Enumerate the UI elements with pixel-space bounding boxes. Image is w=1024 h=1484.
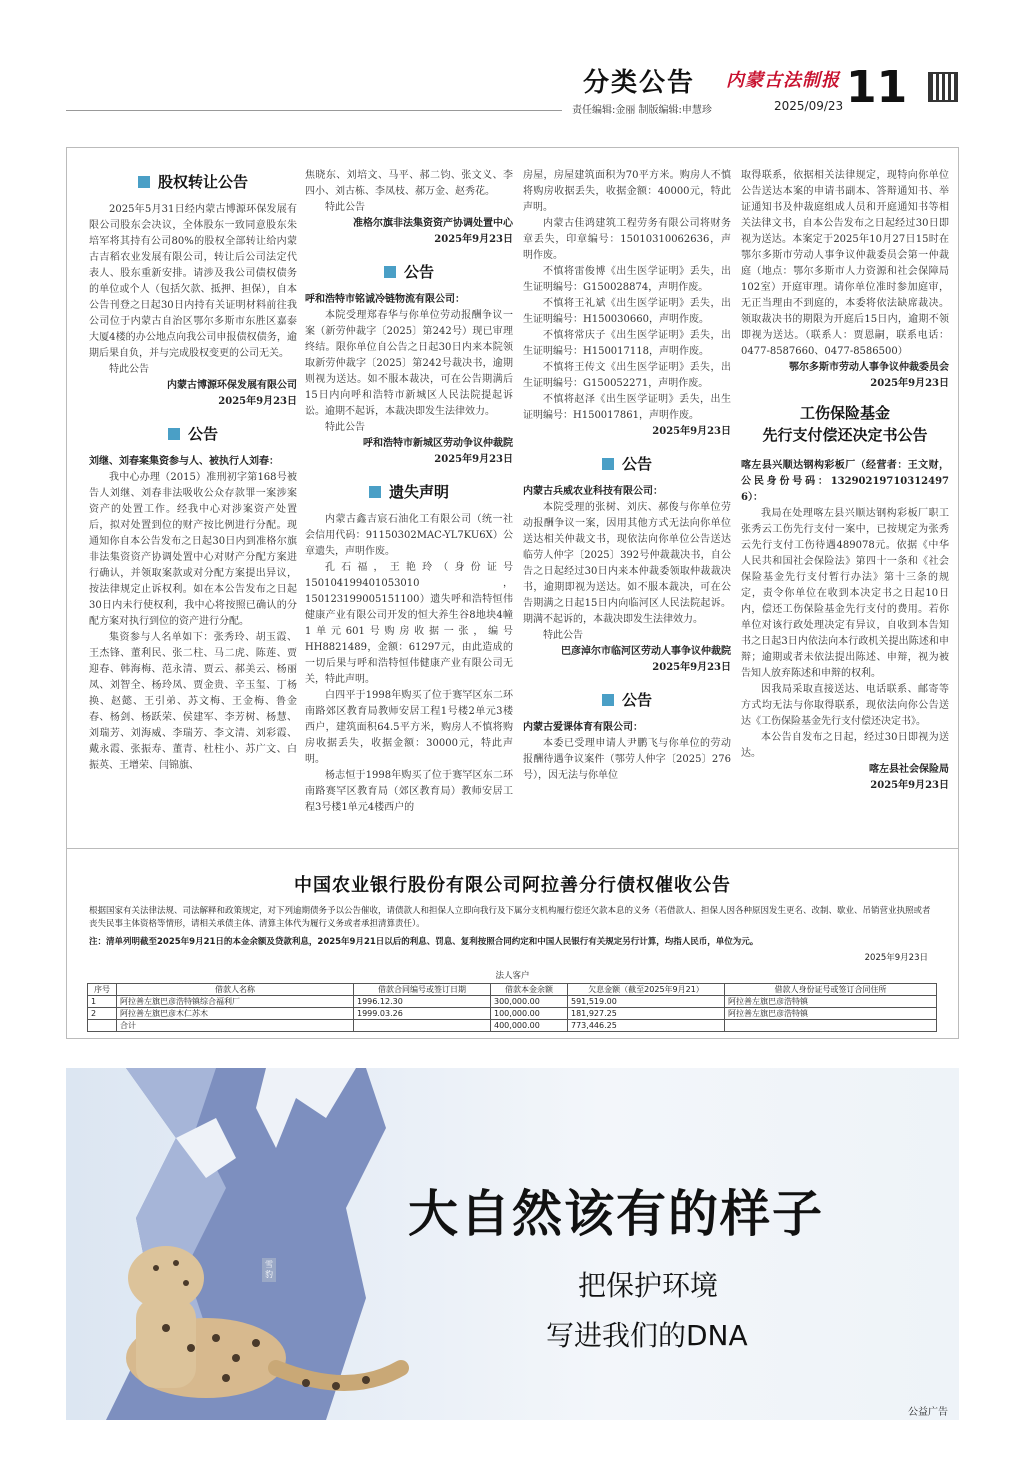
column-header: 欠息金额（截至2025年9月21） [568,984,725,996]
notice-heading: 公告 [305,264,513,280]
qr-code-icon [928,72,958,102]
table-row [88,1008,937,1020]
column-3 [523,168,731,784]
column-header: 借款人身份证号或签订合同住所 [725,984,937,996]
notice-closing: 特此公告 [543,630,583,641]
leopard-chest [136,1298,196,1388]
notice-date: 2025年9月23日 [870,378,949,389]
notice-heading: 公告 [523,692,731,708]
notice-body: 孔石福，王艳玲（身份证号150104199401053010，150123199005151100）遗失呼和浩特恒伟健康产业有限公司开发的恒大养生谷8地块4幢1单元601号购房收据一张，编号HH8821489，金额：61297元，由此造成的一切后果与呼和浩特恒伟健康产业有限公司无关，特此声明。 [305,562,513,685]
notice-signature: 内蒙古博源环保发展有限公司 [167,380,297,391]
table-cell: 2 [88,1008,117,1020]
table-cell: 阿拉善左旗巴彦浩特镇 [725,996,937,1008]
notice-recipient: 喀左县兴顺达钢构彩板厂（经营者：王文财，公民身份号码：13290219710312497​6）： [741,460,949,503]
table-cell: 1996.12.30 [354,996,491,1008]
notice-body: 不慎将赵泽《出生医学证明》丢失，出生证明编号：H150017861，声明作废。 [523,394,731,421]
square-bullet-icon [602,694,614,706]
column-header: 借款本金余额 [491,984,568,996]
table-cell: 181,927.25 [568,1008,725,1020]
square-bullet-icon [602,458,614,470]
notice-body: 本委已受理申请人尹鹏飞与你单位的劳动报酬待遇争议案件（鄂劳人仲字〔2025〕276号），因无法与你单位 [523,738,731,781]
public-service-ad [66,1068,959,1420]
notice-date: 2025年9月23日 [870,780,949,791]
notice-signature: 鄂尔多斯市劳动人事争议仲裁委员会 [789,362,949,373]
notice-heading: 股权转让公告 [89,174,297,190]
column-header: 借款人名称 [117,984,354,996]
notice-heading: 公告 [523,456,731,472]
table-caption: 法人客户 [495,971,530,981]
ad-headline: 大自然该有的样子 [408,1185,824,1243]
notice-date: 2025年9月23日 [652,662,731,673]
notice-body: 焦晓东、刘培文、马平、郝二钧、张文义、李四小、刘古栋、李凤枝、郝万金、赵秀花。 [305,170,513,197]
square-bullet-icon [168,428,180,440]
notice-body: 不慎将王传文《出生医学证明》丢失，出生证明编号：G150052271，声明作废。 [523,362,731,389]
table-cell: 100,000.00 [491,1008,568,1020]
column-2 [305,168,513,816]
column-header: 序号 [88,984,117,996]
notice-body: 取得联系，依据相关法律规定，现特向你单位公告送达本案的申请书副本、答辩通知书、举证通知书及仲裁庭组成人员和开庭通知书等相关法律文书，自本公告发布之日起经过30日即视为送达。本案定于2025年10月27日15时在鄂尔多斯市劳动人事争议仲裁委员会第一仲裁庭（地点：鄂尔多斯市人力资源和社会保障局102室）开庭审理。请你单位准时参加庭审，无正当理由不到庭的，本委将依法缺席裁决。领取裁决书的期限为开庭后15日内，逾期不领即视为送达。（联系人：贾恩嗣，联系电话：0477-8587660、0477-8586500） [741,170,949,357]
bank-notice-note: 注：清单列明截至2025年9月21日的本金余额及贷款利息，2025年9月21日以后的利息、罚息、复利按照合同约定和中国人民银行有关规定另行计算，均指人民币，单位为元。 [89,937,759,947]
table-total-row [88,1020,937,1032]
notice-body: 本院受理郑春华与你单位劳动报酬争议一案（新劳仲裁字〔2025〕第242号）现已审理终结。限你单位自公告之日起30日内来本院领取新劳仲裁字〔2025〕第242号裁决书，逾期则视为送达。如不服本裁决，可在公告期满后15日内向呼和浩特市新城区人民法院提起诉讼。逾期不起诉，本裁决即发生法律效力。 [305,310,513,417]
table-cell: 773,446.25 [568,1020,725,1032]
notice-recipient: 刘继、刘春案集资参与人、被执行人刘春： [89,456,279,467]
notice-body: 杨志恒于1998年购买了位于赛罕区东二环南路赛罕区教育局（郊区教育局）教师安居工程3号楼1单元4楼西户的 [305,770,513,813]
table-cell: 1 [88,996,117,1008]
table-cell: 591,519.00 [568,996,725,1008]
notice-body: 内蒙古鑫吉宸石油化工有限公司（统一社会信用代码：91150302MAC-YL7KU6X）公章遗失，声明作废。 [305,514,513,557]
table-cell: 阿拉善左旗巴彦浩特镇 [725,1008,937,1020]
notice-signature: 喀左县社会保险局 [869,764,949,775]
notice-body: 2025年5月31日经内蒙古博源环保发展有限公司股东会决议，全体股东一致同意股东朱培军将其持有公司80%的股权全部转让给内蒙古吉稻农业发展有限公司，转让后公司法定代表人、股东重新安排。请涉及我公司债权债务的单位或个人（包括欠款、抵押、担保），自本公告刊登之日起30日内持有关证明材料前往我公司位于内蒙古自治区鄂尔多斯市东胜区嘉泰大厦4楼的办公地点向我公司申报债权债务，逾期后果自负，并与完成股权变更的公司无关。 [89,204,297,359]
table-row [88,996,937,1008]
notice-body: 内蒙古佳鸿建筑工程劳务有限公司将财务章丢失，印章编号：1501031006263​6，声明作废。 [523,218,731,261]
notice-closing: 特此公告 [109,364,149,375]
table-cell: 400,000.00 [491,1020,568,1032]
table-cell: 1999.03.26 [354,1008,491,1020]
issue-date: 2025/09/23 [774,99,844,113]
table-cell [88,1020,117,1032]
notice-body: 房屋，房屋建筑面积为70平方米。购房人不慎将购房收据丢失，收据金额：40000元，特此声明。 [523,170,731,213]
notice-date: 2025年9月23日 [434,454,513,465]
header-rule [66,110,562,111]
table-cell: 阿拉善左旗巴彦浩特镇综合福利厂 [117,996,354,1008]
section-title: 分类公告 [583,68,696,98]
notice-body: 不慎将雷俊博《出生医学证明》丢失，出生证明编号：G150028874，声明作废。 [523,266,731,293]
table-cell: 300,000.00 [491,996,568,1008]
square-bullet-icon [369,486,381,498]
notice-heading: 公告 [89,426,297,442]
notice-recipient: 内蒙古兵威农业科技有限公司： [523,486,663,497]
newspaper-logo: 内蒙古法制报 [726,70,840,91]
notices-box [66,147,959,1039]
notice-body: 我局在处理喀左县兴顺达钢构彩板厂职工张秀云工伤先行支付一案中，已按规定为张秀云先行支付工伤待遇489078元。依据《中华人民共和国社会保险法》第四十一条和《社会保险基金先行支付暂行办法》第十三条的规定，责令你单位在收到本决定书之日起10日内，偿还工伤保险基金先行支付的费用。若你单位对该行政处理决定有异议，自收到本告知书之日起3日内依法向本行政机关提出陈述和申辩；逾期或者未依法提出陈述、申辩，视为被告知人放弃陈述和申辩的权利。 [741,508,949,679]
notice-date: 2025年9月23日 [652,426,731,437]
editors-line: 责任编辑:金丽 制版编辑:申慧珍 [572,105,712,116]
notice-signature: 巴彦淖尔市临河区劳动人事争议仲裁院 [561,646,731,657]
notice-recipient: 内蒙古爱课体育有限公司： [523,722,643,733]
notice-closing: 特此公告 [325,422,365,433]
notice-heading: 遗失声明 [305,484,513,500]
notice-heading: 工伤保险基金 先行支付偿还决定书公告 [762,404,928,444]
ad-label: 公益广告 [908,1407,948,1418]
notice-body: 白四平于1998年购买了位于赛罕区东二环南路郊区教育局教师安居工程1号楼2单元3楼西户，建筑面积64.5平方米，购房人不慎将购房收据丢失，收据金额：30000元，特此声明。 [305,690,513,765]
notice-signature: 呼和浩特市新城区劳动争议仲裁院 [363,438,513,449]
notice-body: 本院受理的张树、刘庆、郝俊与你单位劳动报酬争议一案，因用其他方式无法向你单位送达相关仲裁文书，现依法向你单位公告送达临劳人仲字〔2025〕392号仲裁裁决书，自公告之日起经过30日内来本仲裁委领取仲裁裁决书，逾期即视为送达。如不服本裁决，可在公告期满之日起15日内向临河区人民法院起诉。期满不起诉的，本裁决即发生法律效力。 [523,502,731,625]
masthead [0,0,1024,120]
notice-date: 2025年9月23日 [218,396,297,407]
table-header-row [88,984,937,996]
notice-signature: 准格尔旗非法集资资产协调处置中心 [353,218,513,229]
table-cell [354,1020,491,1032]
square-bullet-icon [138,176,150,188]
notice-body: 因我局采取直接送达、电话联系、邮寄等方式均无法与你取得联系，现依法向你公告送达《工伤保险基金先行支付偿还决定书》。 [741,684,949,727]
table-cell: 合计 [117,1020,354,1032]
bank-notice [67,848,958,1039]
page-number: 11 [846,62,908,113]
notice-body: 我中心办理（2015）准刑初字第168号被告人刘继、刘春非法吸收公众存款罪一案涉案资产的处置工作。经我中心对涉案资产处置后，拟对处置到位的财产按比例进行分配。现通知你自本公告发布之日起30日内到准格尔旗非法集资资产协调处置中心对财产分配方案进行确认，并领取案款或对分配方案提出异议，按法律规定止诉权利。如在本公告发布之日起30日内未行使权利，我中心将按照已确认的分配方案对执行到位的资产进行分配。 [89,472,297,627]
notice-body: 本公告自发布之日起，经过30日即视为送达。 [741,732,949,759]
table-cell: 阿拉善左旗巴彦木仁苏木 [117,1008,354,1020]
debt-table [87,983,937,1032]
table-cell [725,1020,937,1032]
column-4 [741,168,949,794]
seal-stamp: 雪豹 [262,1258,276,1282]
column-1 [89,168,297,774]
notice-body: 不慎将常庆子《出生医学证明》丢失，出生证明编号：H150017118，声明作废。 [523,330,731,357]
ad-slogan-line-2: 写进我们的DNA [546,1319,748,1352]
bank-notice-title: 中国农业银行股份有限公司阿拉善分行债权催收公告 [294,875,731,896]
column-header: 借款合同编号或签订日期 [354,984,491,996]
notice-body: 不慎将王礼斌《出生医学证明》丢失，出生证明编号：H150030660，声明作废。 [523,298,731,325]
notice-closing: 特此公告 [325,202,365,213]
square-bullet-icon [384,266,396,278]
bank-notice-intro: 根据国家有关法律法规、司法解释和政策规定，对下列逾期债务予以公告催收，请债款人和担保人立即向我行及下属分支机构履行偿还欠款本息的义务（若借款人、担保人因各种原因发生更名、改制、歇业、吊销营业执照或者丧失民事主体资格等情形，请相关承债主体、清算主体代为履行义务或者承担清算责任）。 [89,906,931,929]
bank-notice-date: 2025年9月23日 [864,953,928,963]
notice-date: 2025年9月23日 [434,234,513,245]
notice-recipient: 呼和浩特市铭诚冷链物流有限公司： [305,294,465,305]
ad-slogan-line-1: 把保护环境 [578,1269,719,1302]
notice-body: 集资参与人名单如下：张秀玲、胡玉霞、王杰锋、董利民、张二柱、马二虎、陈莲、贾迎春、韩海梅、范永清、贾云、郝美云、杨丽凤、刘智全、杨玲凤、贾金贵、辛玉玺、丁杨换、赵懿、王引弟、苏文梅、王金梅、鲁金春、杨剑、杨跃荣、侯建军、李芳树、杨慧、刘瑞芳、刘海威、李瑞芳、李文清、刘彩霞、戴永霞、张振寿、董青、杜柱小、苏广文、白振英、王增荣、闫锦旗、 [89,632,297,771]
